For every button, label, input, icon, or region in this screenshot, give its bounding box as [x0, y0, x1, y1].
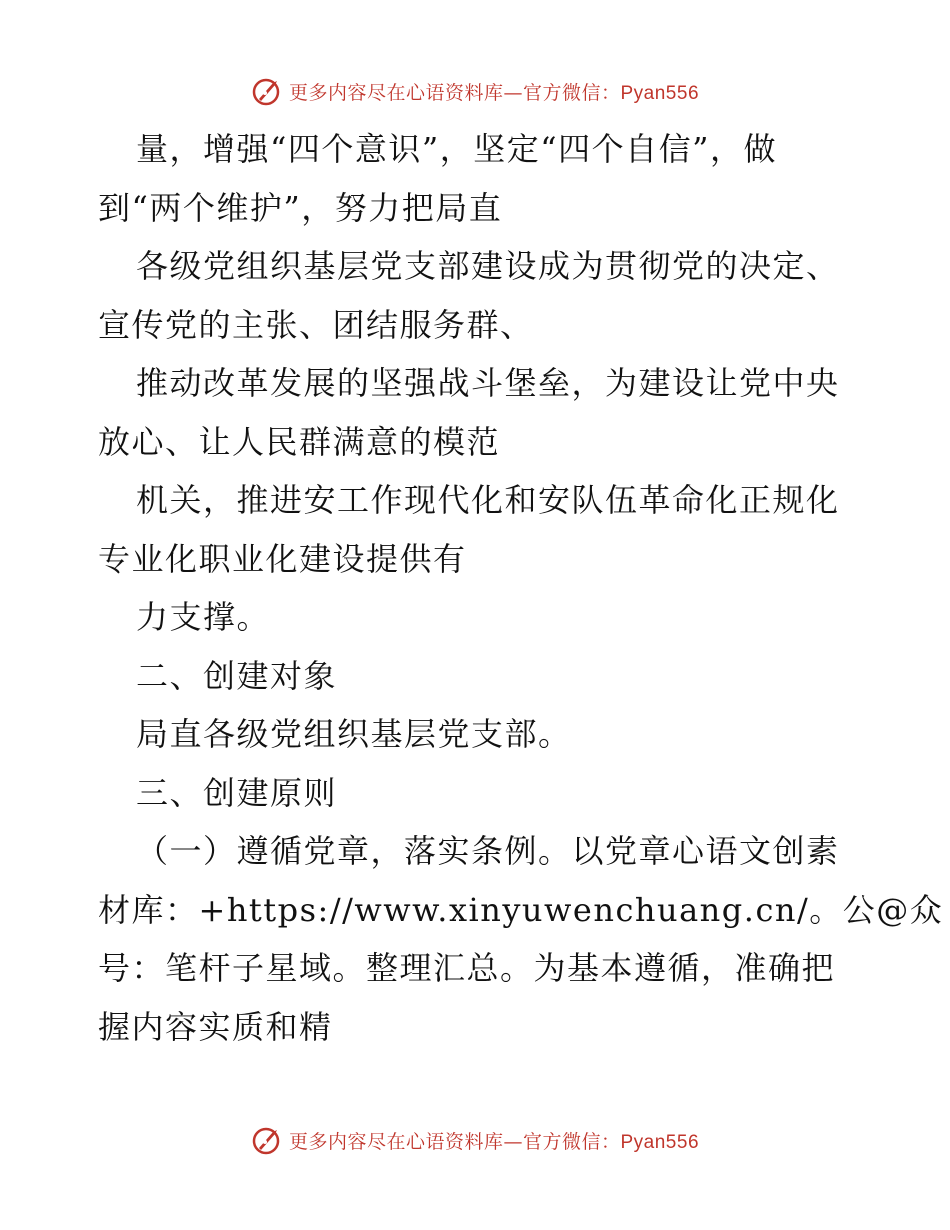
section-heading: 三、创建原则	[136, 773, 338, 812]
footer-slogan: 更多内容尽在心语资料库—官方微信：Pyan556	[288, 1130, 700, 1153]
quill-logo-icon	[251, 1124, 283, 1156]
body-line: 各级党组织基层党支部建设成为贯彻党的决定、	[136, 247, 840, 285]
header-slogan: 更多内容尽在心语资料库—官方微信：Pyan556	[288, 81, 700, 104]
body-line: 到“两个维护”，努力把局直	[98, 188, 503, 227]
body-line: 局直各级党组织基层党支部。	[136, 715, 572, 753]
header-wechat-id: Pyan556	[620, 82, 700, 104]
footer-wechat-id: Pyan556	[620, 1131, 700, 1153]
document-body	[98, 120, 944, 1056]
footer-watermark	[0, 1120, 950, 1160]
body-line: 力支撑。	[136, 598, 271, 636]
body-line: 宣传党的主张、团结服务群、	[98, 305, 534, 344]
body-line: 号：笔杆子星域。整理汇总。为基本遵循，准确把	[98, 949, 836, 987]
section-heading: 二、创建对象	[136, 656, 338, 695]
quill-logo-icon	[251, 75, 283, 107]
body-line: 握内容实质和精	[98, 1007, 333, 1046]
body-line: 量，增强“四个意识”，坚定“四个自信”，做	[136, 130, 777, 168]
body-line: 机关，推进安工作现代化和安队伍革命化正规化	[136, 481, 840, 519]
body-line: 放心、让人民群满意的模范	[98, 422, 501, 461]
body-line: 专业化职业化建设提供有	[98, 539, 467, 578]
body-line: 推动改革发展的坚强战斗堡垒，为建设让党中央	[136, 364, 840, 402]
header-watermark	[0, 71, 950, 111]
body-line: （一）遵循党章，落实条例。以党章心语文创素	[136, 832, 840, 870]
body-line: 材库：+https://www.xinyuwenchuang.cn/。公@众	[98, 890, 944, 929]
